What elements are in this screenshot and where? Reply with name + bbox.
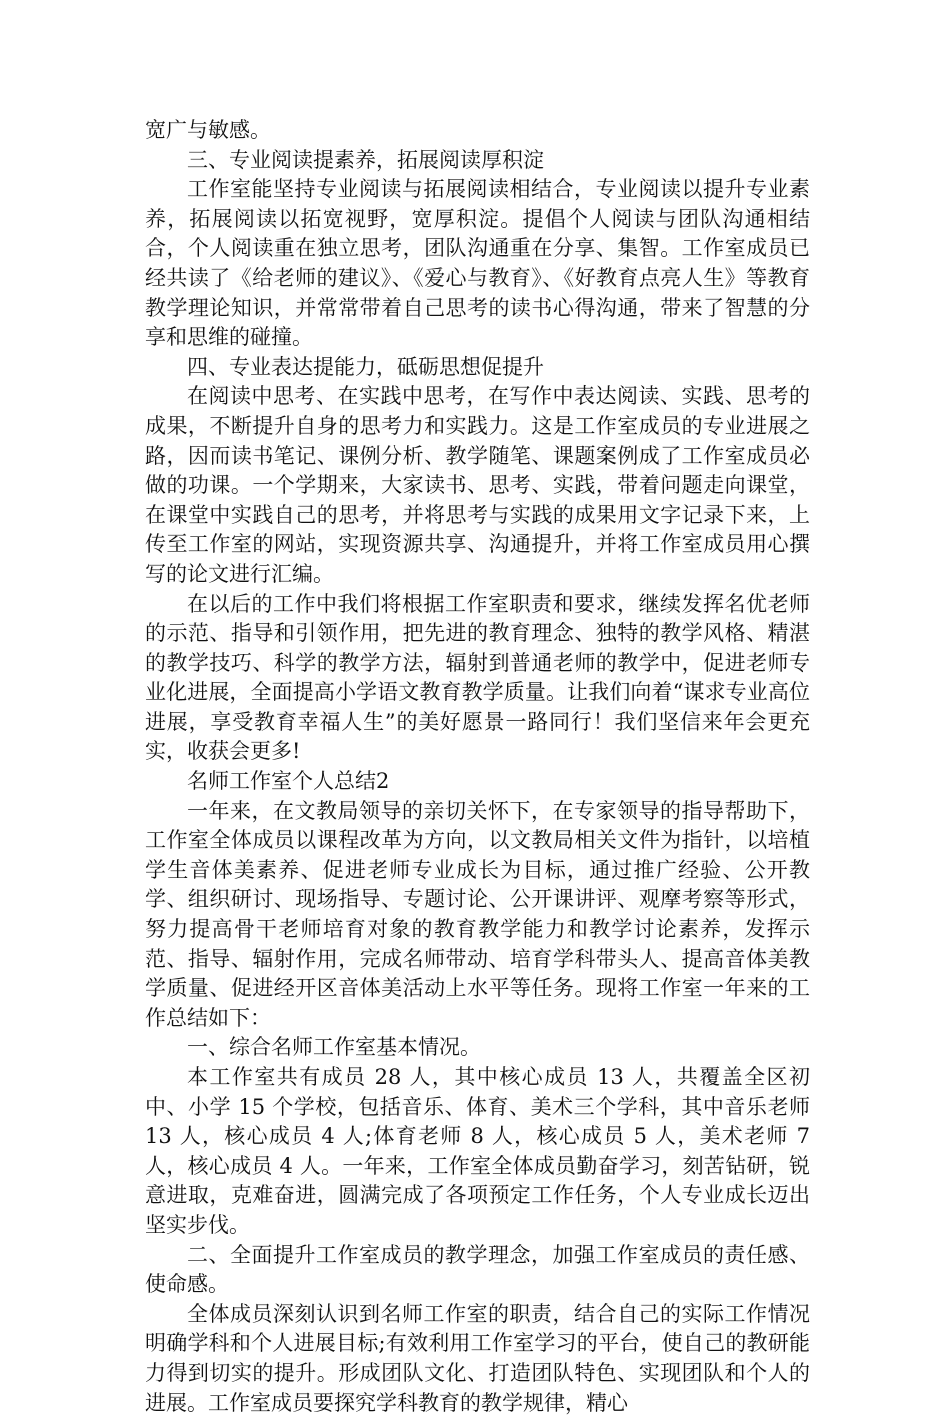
paragraph-continuation: 宽广与敏感。 xyxy=(145,118,271,142)
document-title-2: 名师工作室个人总结2 xyxy=(187,769,390,794)
paragraph: 工作室能坚持专业阅读与拓展阅读相结合，专业阅读以提升专业素养，拓展阅读以拓宽视野，宽厚积淀。提倡个人阅读与团队沟通相结合，个人阅读重在独立思考，团队沟通重在分享、集智。工作室成员已经共读了《给老师的建议》、《爱心与教育》、《好教育点亮人生》等教育教学理论知识，并常常带着自己思考的读书心得沟通，带来了智慧的分享和思维的碰撞。 xyxy=(145,177,810,350)
document-body xyxy=(145,116,810,1418)
paragraph: 全体成员深刻认识到名师工作室的职责，结合自己的实际工作情况明确学科和个人进展目标;有效利用工作室学习的平台，使自己的教研能力得到切实的提升。形成团队文化、打造团队特色、实现团队和个人的进展。工作室成员要探究学科教育的教学规律，精心 xyxy=(145,1301,810,1415)
section-heading-3: 三、专业阅读提素养，拓展阅读厚积淀 xyxy=(187,147,544,172)
paragraph: 在阅读中思考、在实践中思考，在写作中表达阅读、实践、思考的成果，不断提升自身的思考力和实践力。这是工作室成员的专业进展之路，因而读书笔记、课例分析、教学随笔、课题案例成了工作室成员必做的功课。一个学期来，大家读书、思考、实践，带着问题走向课堂，在课堂中实践自己的思考，并将思考与实践的成果用文字记录下来，上传至工作室的网站，实现资源共享、沟通提升，并将工作室成员用心撰写的论文进行汇编。 xyxy=(145,384,810,586)
section-heading-2: 二、全面提升工作室成员的教学理念，加强工作室成员的责任感、使命感。 xyxy=(145,1242,810,1297)
paragraph: 一年来，在文教局领导的亲切关怀下，在专家领导的指导帮助下，工作室全体成员以课程改革为方向，以文教局相关文件为指针，以培植学生音体美素养、促进老师专业成长为目标，通过推广经验、公开教学、组织研讨、现场指导、专题讨论、公开课讲评、观摩考察等形式，努力提高骨干老师培育对象的教育教学能力和教学讨论素养，发挥示范、指导、辐射作用，完成名师带动、培育学科带头人、提高音体美教学质量、促进经开区音体美活动上水平等任务。现将工作室一年来的工作总结如下： xyxy=(145,798,810,1030)
paragraph: 本工作室共有成员 28 人，其中核心成员 13 人，共覆盖全区初中、小学 15 个学校，包括音乐、体育、美术三个学科，其中音乐老师 13 人，核心成员 4 人;体育老师 8 人，核心成员 5 人，美术老师 7 人，核心成员 4 人。一年来，工作室全体成员勤奋学习，刻苦钻研，锐意进取，克难奋进，圆满完成了各项预定工作任务，个人专业成长迈出坚实步伐。 xyxy=(145,1065,810,1237)
section-heading-1: 一、综合名师工作室基本情况。 xyxy=(187,1035,481,1060)
section-heading-4: 四、专业表达提能力，砥砺思想促提升 xyxy=(187,354,544,379)
paragraph: 在以后的工作中我们将根据工作室职责和要求，继续发挥名优老师的示范、指导和引领作用，把先进的教育理念、独特的教学风格、精湛的教学技巧、科学的教学方法，辐射到普通老师的教学中，促进老师专业化进展，全面提高小学语文教育教学质量。让我们向着“谋求专业高位进展，享受教育幸福人生”的美好愿景一路同行！我们坚信来年会更充实，收获会更多! xyxy=(145,591,810,764)
